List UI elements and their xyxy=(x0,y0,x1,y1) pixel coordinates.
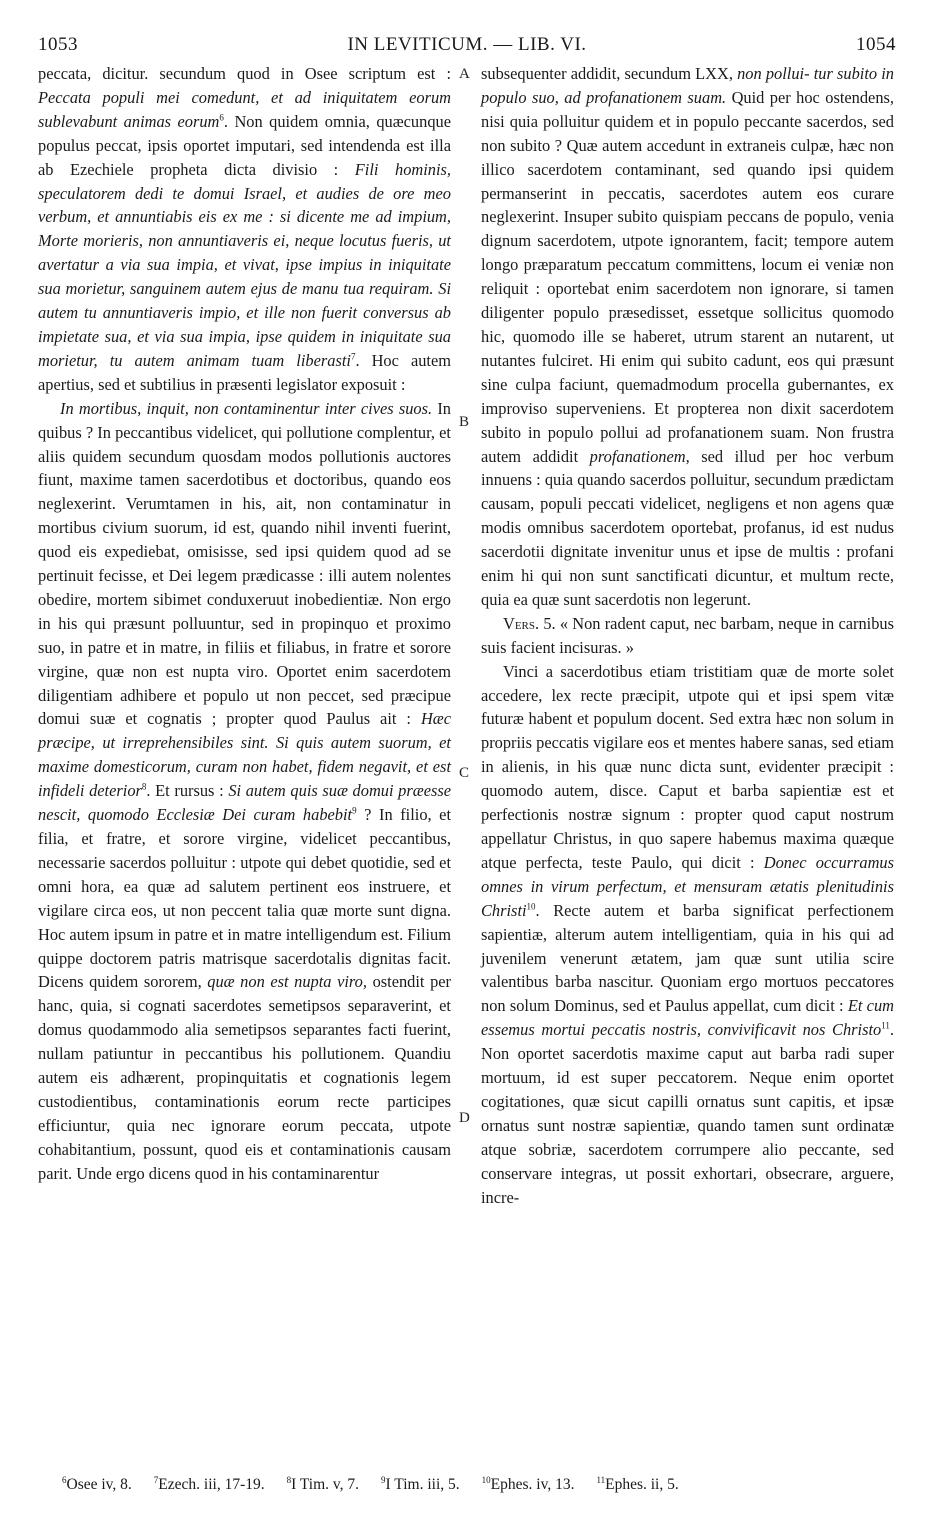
footnote: $^{10}$Ephes. iv, 13. xyxy=(481,1474,575,1493)
footnote: $^6$Osee iv, 8. xyxy=(62,1474,132,1493)
footnote: $^8$I Tim. v, 7. xyxy=(286,1474,360,1493)
page-header xyxy=(38,34,896,60)
right-column xyxy=(481,62,894,1210)
left-column-paragraph: In mortibus, inquit, non contaminentur inter cives suos. In quibus ? In peccantibus videlicet, qui pollutione complentur, et aliis quidem secundum quosdam modos pollutionis auctores fiunt, maxime tamen sacerdotibus et doctoribus, quando eos neglexerint. Verumtamen in his, ait, non contaminatur in mortibus civium suorum, id est, quando nihil inventi fuerint, quod eis expediebat, omisisse, sed ipsi quidem quod ad se pertinuit fecisse, et Dei legem prædicasse : illi autem nolentes obedire, mortem sibimet conduxeruut inobedientiæ. Non ergo in his qui præsunt polluuntur, sed in propinquo et proximo suo, in patre et in matre, in filiis et filiabus, in fratre et sorore virgine, quæ non est nupta viro. Oportet enim sacerdotem diligentiam adhibere et populo ut non peccet, sed præcipue domui suæ et cognatis ; propter quod Paulus ait : Hæc præcipe, ut irreprehensibiles sint. Si quis autem suorum, et maxime domesticorum, curam non habet, fidem negavit, et est infideli deterior$^8$. Et rursus : Si autem quis suæ domui præesse nescit, quomodo Ecclesiæ Dei curam habebit$^9$ ? In filio, et filia, et fratre, et sorore virgine, videlicet peccantibus, necessarie sacerdos polluitur : utpote qui debet quotidie, sed et omni hora, ea quæ ad salutem pertinent eos instruere, et vigilare circa eos, ut non peccent talia quæ morte sunt digna. Hoc autem ipsum in patre et in matre intelligendum est. Filium quippe doctorem patris matrisque sacerdotalis dignitas facit. Dicens quidem sororem, quæ non est nupta viro, ostendit per hanc, quia, si cognati sacerdotes semetipsos separaverint, et domus quodammodo alia semetipsos separantes facti fuerint, nullam patiuntur in peccantibus his pollutionem. Quandiu autem eis adhærent, propinquitatis et cognationis legem custodientibus, contaminationis eorum recte participes efficiuntur, quia nec ignorare eorum peccata, utpote cohabitantium, possunt, quod eis et contaminationis causam parit. Unde ergo dicens quod in his contaminarentur xyxy=(38,398,451,1183)
page-number-left: 1053 xyxy=(38,34,78,55)
footnote: $^7$Ezech. iii, 17-19. xyxy=(153,1474,265,1493)
footnotes xyxy=(62,1476,902,1494)
left-column-paragraph: peccata, dicitur. secundum quod in Osee scriptum est : Peccata populi mei comedunt, et ad iniquitatem eorum sublevabunt animas eorum$^6$. Non quidem omnia, quæcunque populus peccat, ipsis oportet imputari, sed intendenda est illa ab Ezechiele propheta dicta divisio : Fili hominis, speculatorem dedi te domui Israel, et audies de ore meo verbum, et annuntiabis eis ex me : si dicente me ad impium, Morte morieris, non annuntiaveris ei, neque locutus fueris, ut avertatur a via sua impia, et vivat, ipse impius in iniquitate sua morietur, sanguinem autem ejus de manu tua requiram. Si autem tu annuntiaveris impio, et ille non fuerit conversus ab impietate sua, et via sua impia, ipse quidem in iniquitate sua morietur, tu autem animam tuam liberasti$^7$. Hoc autem apertius, sed et subtilius in præsenti legislator exposuit : xyxy=(38,64,452,394)
running-title: IN LEVITICUM. — LIB. VI. xyxy=(347,34,587,55)
footnote: $^{11}$Ephes. ii, 5. xyxy=(596,1474,679,1493)
left-column xyxy=(38,62,451,1186)
right-column-paragraph: Vers. 5. « Non radent caput, nec barbam, neque in carnibus suis facient incisuras. » xyxy=(481,613,894,657)
page-number-right: 1054 xyxy=(856,34,896,55)
margin-letter-a: A xyxy=(459,66,470,82)
margin-letter-d: D xyxy=(459,1110,470,1126)
footnote: $^9$I Tim. iii, 5. xyxy=(381,1474,460,1493)
right-column-paragraph: Vinci a sacerdotibus etiam tristitiam quæ de morte solet accedere, lex recte præcipit, utpote qui et ipsi spem vitæ futuræ habent et populum docent. Sed extra hæc non solum in propriis peccatis vigilare eos et mentes habere sanas, sed etiam in alienis, in his quæ nunc dicta sunt, evidenter præcipit : quomodo autem, disce. Caput et barba sapientiæ est et perfectionis nostræ signum : propter quod caput nostrum appellatur Christus, in quo sapere habemus maxima quæque atque perfecta, teste Paulo, qui dicit : Donec occurramus omnes in virum perfectum, et mensuram ætatis plenitudinis Christi$^{10}$. Recte autem et barba significat perfectionem sapientiæ, alterum autem intelligentiam, quia in his qui ad juvenilem venerunt ætatem, jam quæ sunt utilia scire valentibus barba nascitur. Quoniam ergo mortuos peccatores non solum Dominus, sed et Paulus appellat, cum dicit : Et cum essemus mortui peccatis nostris, convivificavit nos Christo$^{11}$. Non oportet sacerdotis maxime caput aut barba radi super mortuum, id est super peccatorem. Neque enim oportet cogitationes, quæ sicut capilli ornatus sunt capitis, et ipsæ ornatus sunt nostræ sapientiæ, quando tamen sunt ordinatæ atque sobriæ, sacerdotem corrumpere alio peccante, sed conservare integras, ut possit exhortari, obsecrare, arguere, incre- xyxy=(481,661,894,1207)
margin-letter-c: C xyxy=(459,765,470,781)
right-column-paragraph: subsequenter addidit, secundum LXX, non pollui- tur subito in populo suo, ad profanationem suam. Quid per hoc ostendens, nisi quia polluitur quidem et in populo peccante sacerdos, sed non subito ? Quæ autem accedunt in extraneis culpæ, hæc non illico sacerdotem contaminant, sed quando ipsi quidem permanserint in peccatis, sacerdotes autem eos curare neglexerint. Insuper subito quispiam peccans de populo, venia dignum sacerdotem, utpote ignorantem, facit; tempore autem longo præparatum peccatum committens, locum ei veniæ non reliquit : oportebat enim sacerdotem non ignorare, si tamen diligenter populo præsedisset, essetque sollicitus quomodo hic, quomodo ille se haberet, utrum starent an nutarent, ut nutantes fulciret. Hi enim qui subito cadunt, eos qui præsunt sine culpa faciunt, quemadmodum procella gubernantes, ex improviso superveniens. Et propterea non dixit sacerdotem subito in populo pollui ad profanationem suam. Non frustra autem addidit profanationem, sed illud per hoc verbum innuens : quia quando sacerdos polluitur, secundum prædictam causam, populi peccati videlicet, negligens et non agens quæ modis omnibus sacerdotem oportebat, profanus, id est nudus sacerdotii dignitate invenitur unus et ipse de multis : profani enim hi qui non sunt sanctificati dicuntur, et multum recte, quia ea quæ sunt sacerdotis non legerunt. xyxy=(481,64,894,609)
margin-letter-b: B xyxy=(459,414,470,430)
